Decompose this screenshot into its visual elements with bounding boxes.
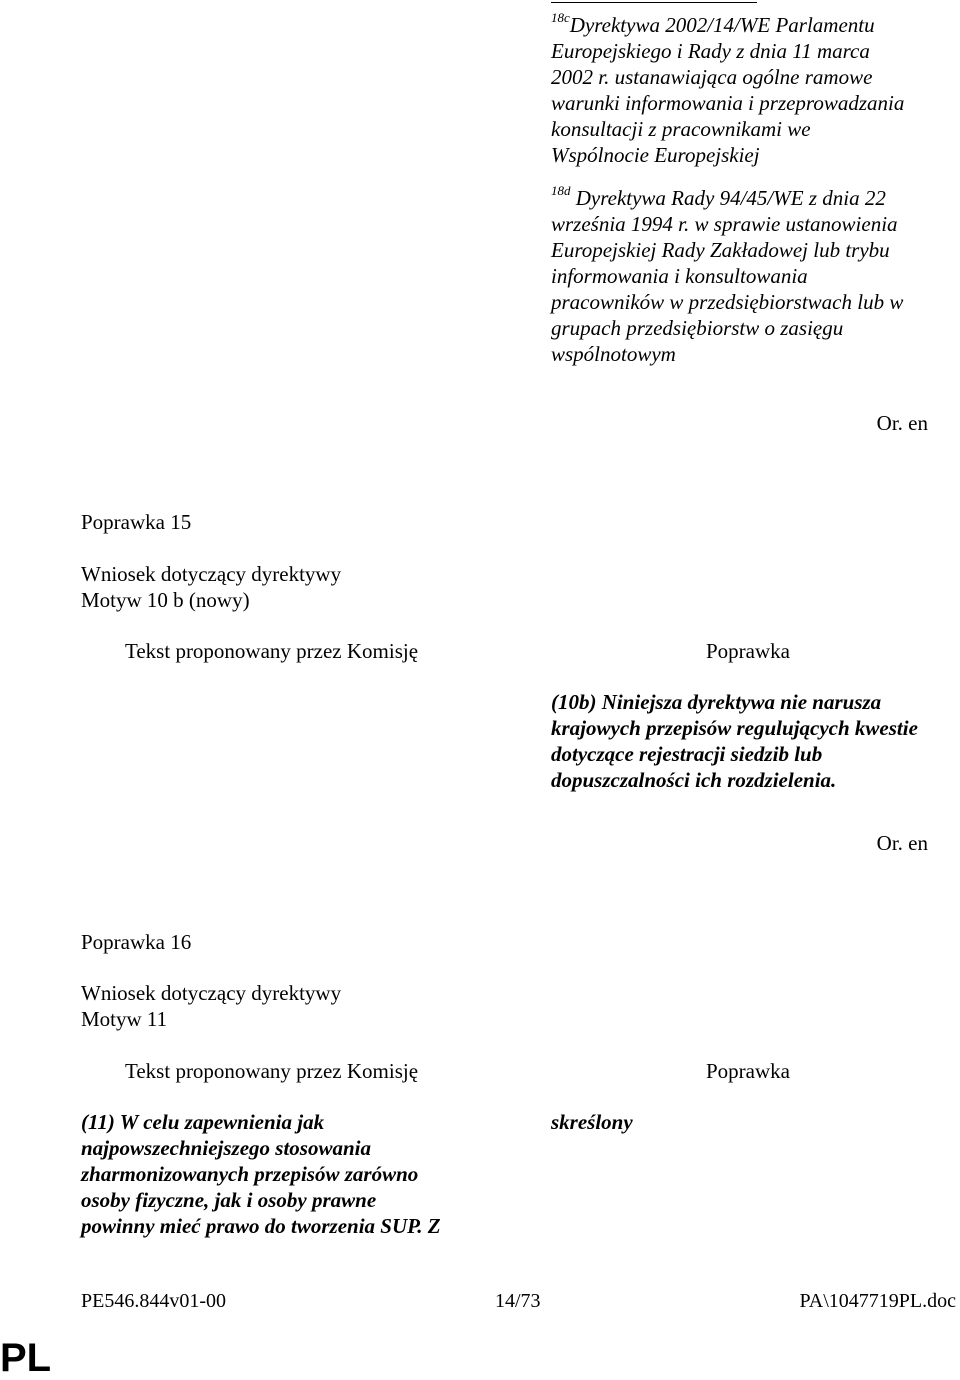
footnote-line: Europejskiego i Rady z dnia 11 marca [551,39,870,63]
column-heading-amendment: Poprawka [706,1059,790,1083]
footnote-line: grupach przedsiębiorstw o zasięgu [551,316,844,340]
footnote-18c [551,12,951,168]
text-line: zharmonizowanych przepisów zarówno [81,1162,419,1186]
footnote-line: warunki informowania i przeprowadzania [551,91,905,115]
footnote-line: 2002 r. ustanawiająca ogólne ramowe [551,65,873,89]
footnote-line: Europejskiej Rady Zakładowej lub trybu [551,238,890,262]
column-heading-amendment: Poprawka [706,639,790,663]
column-heading-commission: Tekst proponowany przez Komisję [125,1059,419,1083]
footnote-separator [551,2,757,3]
text-line: powinny mieć prawo do tworzenia SUP. Z [81,1214,441,1238]
amendment-title: Poprawka 16 [81,930,192,954]
text-line: osoby fizyczne, jak i osoby prawne [81,1188,377,1212]
footnote-18d [551,185,951,367]
recital-label: Motyw 11 [81,1007,168,1031]
amendment-text [551,1109,633,1135]
original-language-label: Or. en [876,411,928,435]
text-line: (11) W celu zapewnienia jak [81,1110,325,1134]
proposal-label: Wniosek dotyczący dyrektywy [81,562,342,586]
commission-text [81,1109,501,1239]
footnote-line: września 1994 r. w sprawie ustanowienia [551,212,898,236]
amendment-title: Poprawka 15 [81,510,192,534]
language-badge: PL [0,1336,52,1380]
footnote-line: konsultacji z pracownikami we [551,117,811,141]
footnote-line: Dyrektywa 2002/14/WE Parlamentu [569,13,875,37]
text-line: (10b) Niniejsza dyrektywa nie narusza [551,690,882,714]
text-line: dotyczące rejestracji siedzib lub [551,742,823,766]
amendment-text [551,689,956,793]
footnote-line: Dyrektywa Rady 94/45/WE z dnia 22 [575,186,886,210]
footnote-line: Wspólnocie Europejskiej [551,143,760,167]
footnote-ref: 18c [551,10,570,25]
proposal-label: Wniosek dotyczący dyrektywy [81,981,342,1005]
text-line: najpowszechniejszego stosowania [81,1136,371,1160]
column-heading-commission: Tekst proponowany przez Komisję [125,639,419,663]
footnote-ref: 18d [551,183,571,198]
footnote-line: pracowników w przedsiębiorstwach lub w [551,290,904,314]
footer-page-number: 14/73 [495,1290,541,1312]
recital-label: Motyw 10 b (nowy) [81,588,250,612]
footnote-line: informowania i konsultowania [551,264,808,288]
footer-doc-ref: PE546.844v01-00 [81,1290,226,1312]
footnote-line: wspólnotowym [551,342,676,366]
text-line: dopuszczalności ich rozdzielenia. [551,768,837,792]
text-line: krajowych przepisów regulujących kwestie [551,716,918,740]
text-line: skreślony [551,1110,633,1134]
footer-file-name: PA\1047719PL.doc [799,1290,956,1312]
original-language-label: Or. en [876,831,928,855]
